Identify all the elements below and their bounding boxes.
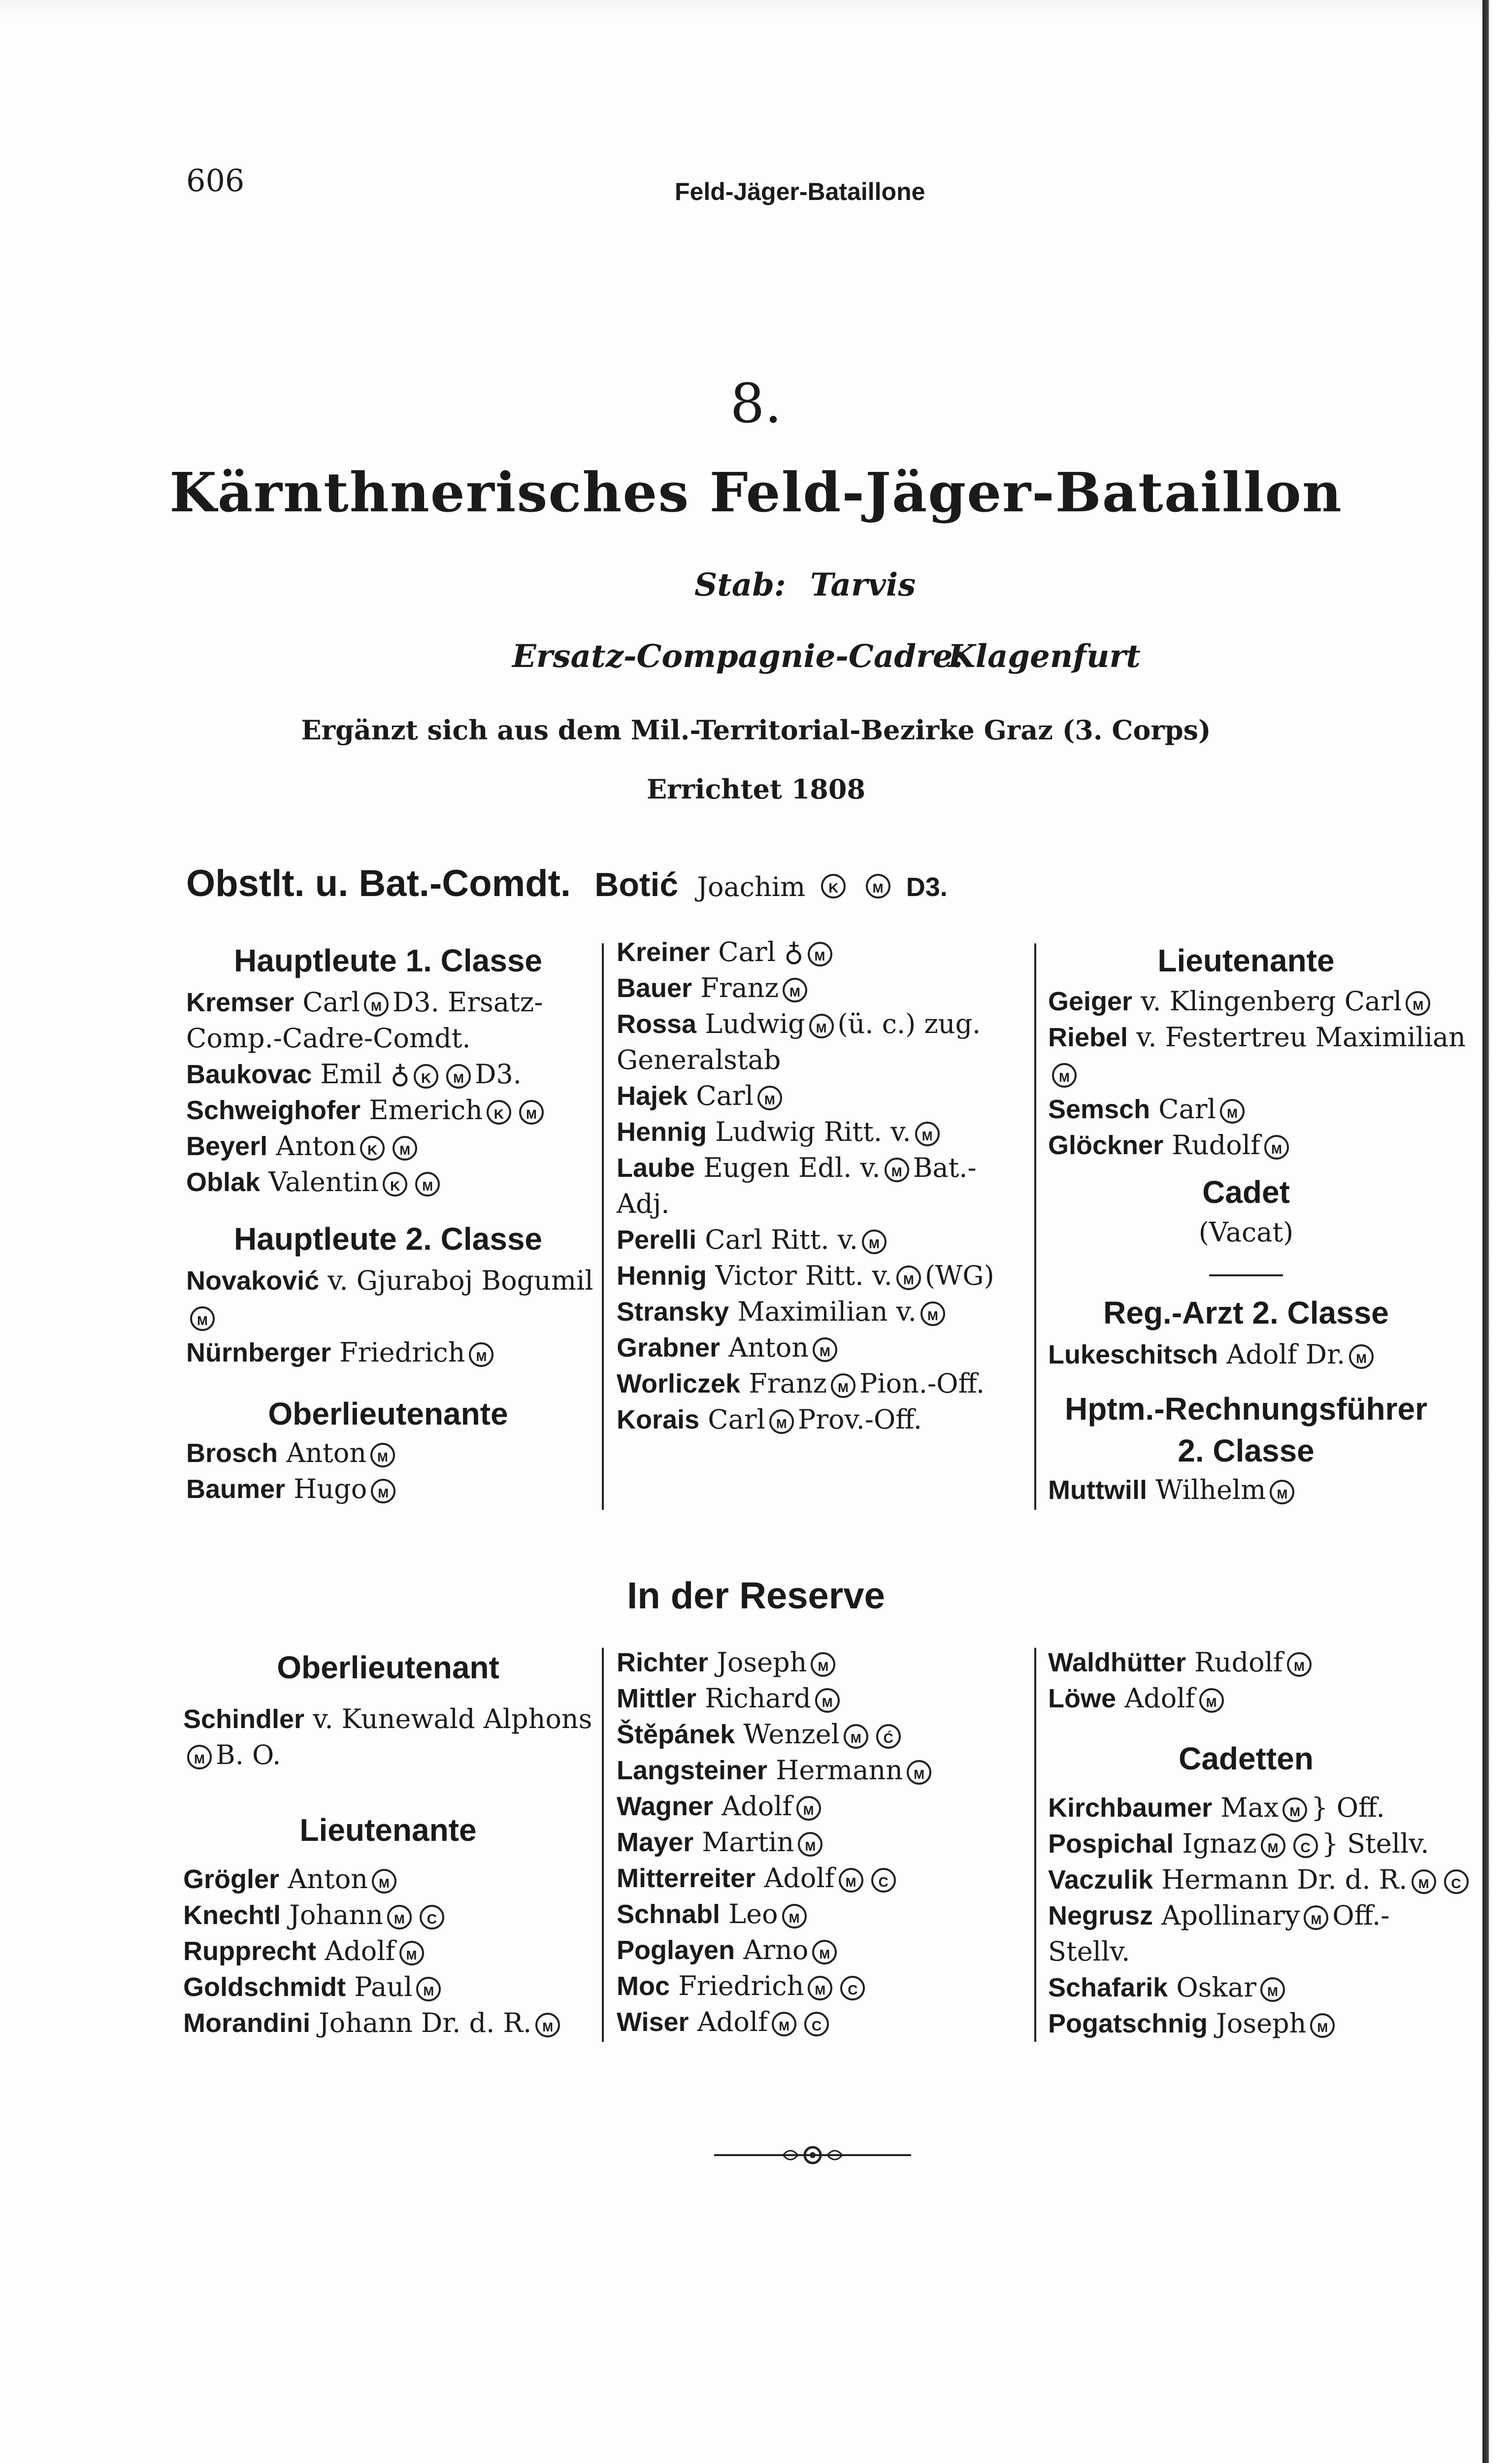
officer-surname: Brosch (186, 1438, 278, 1468)
list-item (186, 1093, 548, 1128)
list-item (617, 1825, 826, 1860)
officer-surname: Lukeschitsch (1048, 1340, 1218, 1369)
officer-given-name: Carl (708, 1404, 765, 1435)
commander-surname: Botić (594, 866, 679, 903)
commander-line (186, 860, 948, 911)
vacat-note: (Vacat) (1198, 1217, 1294, 1248)
order-mark-m-icon: M (782, 1904, 807, 1929)
officer-given-name: Wilhelm (1155, 1474, 1266, 1505)
officer-given-name: Ludwig (705, 1008, 805, 1039)
order-mark-m-icon: M (907, 1760, 931, 1785)
officer-given-name: Adolf (722, 1791, 792, 1822)
list-item (617, 1645, 839, 1680)
order-mark-m-icon: M (469, 1342, 493, 1367)
officer-surname: Schindler (183, 1704, 305, 1734)
officer-given-name: Ludwig Ritt. v. (715, 1116, 911, 1147)
officer-given-name: Max (1220, 1792, 1279, 1823)
officer-given-name: Anton (728, 1332, 809, 1363)
order-mark-c-icon: C (1293, 1833, 1318, 1858)
order-mark-m-icon: M (783, 978, 807, 1002)
officer-surname: Hennig (617, 1261, 707, 1291)
order-mark-m-icon: M (1220, 1099, 1245, 1124)
officer-surname: Pogatschnig (1048, 2009, 1208, 2038)
order-mark-k-icon: K (360, 1136, 385, 1161)
order-mark-m-icon: M (1349, 1344, 1374, 1369)
section-heading: Reg.-Arzt 2. Classe (1103, 1295, 1389, 1331)
list-item (1048, 1970, 1289, 2005)
officer-surname: Wiser (617, 2007, 689, 2037)
officer-given-name: Friedrich (339, 1337, 465, 1368)
order-mark-m-icon: M (896, 1265, 921, 1290)
order-mark-m-icon: M (813, 1337, 837, 1362)
order-mark-m-icon: M (416, 1977, 441, 2001)
officer-surname: Schafarik (1048, 1973, 1168, 2002)
list-item (186, 985, 543, 1020)
officer-given-name: v. Kunewald Alphons (313, 1703, 592, 1734)
order-mark-m-icon: M (371, 1479, 395, 1503)
list-item (617, 1933, 841, 1967)
list-item (617, 1079, 786, 1113)
officer-surname: Moc (617, 1971, 670, 2001)
list-item (1048, 1056, 1081, 1091)
officer-given-name: Rudolf (1194, 1647, 1283, 1678)
officer-surname: Baumer (186, 1474, 286, 1504)
ornament-divider-icon (709, 2140, 916, 2170)
officer-surname: Riebel (1048, 1023, 1128, 1052)
order-mark-c-icon: C (871, 1868, 896, 1893)
officer-surname: Morandini (183, 2008, 310, 2038)
list-item (1048, 984, 1434, 1019)
officer-surname: Oblak (186, 1167, 261, 1197)
section-heading: Lieutenante (299, 1812, 477, 1848)
list-item (1048, 1020, 1466, 1055)
reserve-heading: In der Reserve (627, 1575, 885, 1617)
recruitment-line: Ergänzt sich aus dem Mil.-Territorial-Bezirke Graz (3. Corps) (301, 714, 1211, 746)
officer-given-name: Franz (749, 1368, 827, 1399)
officer-given-name: Anton (276, 1131, 357, 1162)
officer-given-name: Adolf (325, 1935, 395, 1966)
officer-remark: Bat.- (913, 1152, 977, 1183)
column-divider (1034, 1648, 1036, 2042)
order-mark-m-icon: M (757, 1086, 782, 1110)
order-mark-m-icon: M (393, 1136, 417, 1161)
list-item (617, 1259, 994, 1293)
officer-given-name: Eugen Edl. v. (703, 1152, 881, 1183)
list-item (617, 1789, 825, 1824)
order-mark-k-icon: K (821, 874, 846, 899)
list-item (1048, 1934, 1130, 1969)
officer-given-name: Oskar (1176, 1972, 1257, 2003)
list-item (617, 1043, 781, 1077)
officer-surname: Kirchbaumer (1048, 1793, 1213, 1823)
officer-surname: Löwe (1048, 1684, 1117, 1713)
officer-remark: (WG) (924, 1260, 994, 1291)
officer-given-name: Martin (702, 1827, 794, 1858)
list-item (186, 1299, 219, 1334)
officer-given-name: Johann (289, 1899, 383, 1930)
order-mark-m-icon: M (372, 1869, 396, 1894)
page-right-edge (1482, 0, 1512, 2463)
list-item (1048, 1863, 1473, 1897)
officer-given-name: Hermann Dr. d. R. (1161, 1864, 1408, 1895)
officer-remark: D3. Ersatz- (392, 987, 543, 1018)
officer-surname: Schweighofer (186, 1096, 361, 1125)
officer-given-name: Adolf (697, 2006, 768, 2037)
officer-remark: } Stellv. (1321, 1828, 1429, 1859)
list-item (617, 935, 836, 969)
list-item (183, 1898, 448, 1932)
officer-given-name: Johann Dr. d. R. (319, 2007, 532, 2038)
list-item (617, 1115, 944, 1149)
officer-given-name: v. Gjuraboj Bogumil (328, 1265, 593, 1296)
officer-surname: Rossa (617, 1009, 697, 1039)
officer-surname: Muttwill (1048, 1475, 1147, 1505)
officer-surname: Rupprecht (183, 1936, 316, 1966)
officer-given-name: Paul (354, 1971, 413, 2002)
list-item (186, 1264, 593, 1298)
order-mark-m-icon: M (370, 1443, 395, 1467)
officer-surname: Hajek (617, 1081, 688, 1111)
order-mark-m-icon: M (839, 1868, 863, 1893)
list-item (617, 1331, 841, 1365)
order-mark-m-icon: M (844, 1724, 868, 1749)
order-mark-m-icon: M (831, 1373, 855, 1398)
ersatz-label: Ersatz-Compagnie-Cadre: (512, 638, 965, 675)
order-mark-m-icon: M (915, 1122, 940, 1146)
section-heading: Hptm.-Rechnungsführer (1065, 1391, 1427, 1427)
order-mark-m-icon: M (1052, 1063, 1077, 1088)
order-mark-m-icon: M (415, 1172, 440, 1197)
list-item (183, 1738, 281, 1772)
list-item (617, 1295, 949, 1329)
officer-remark: D3. (475, 1059, 522, 1090)
section-heading: Hauptleute 1. Classe (234, 943, 542, 978)
officer-given-name: Carl ♁ (718, 936, 804, 967)
officer-surname: Kreiner (617, 937, 710, 967)
list-item (617, 1007, 981, 1041)
list-item (1048, 1645, 1315, 1680)
officer-given-name: Generalstab (617, 1044, 781, 1075)
list-item (186, 1057, 522, 1092)
order-mark-m-icon: M (1304, 1905, 1328, 1930)
officer-given-name: v. Klingenberg Carl (1141, 986, 1402, 1017)
order-mark-m-icon: M (808, 1976, 832, 2000)
stab-place: Tarvis (810, 566, 916, 603)
order-mark-m-icon: M (1412, 1869, 1436, 1894)
list-item (183, 1970, 445, 2004)
list-item (1048, 2006, 1339, 2041)
officer-given-name: Arno (743, 1934, 809, 1965)
section-heading: Cadetten (1179, 1741, 1314, 1776)
officer-given-name: Anton (286, 1437, 366, 1468)
list-item (617, 1717, 905, 1752)
officer-surname: Waldhütter (1048, 1648, 1186, 1677)
officer-surname: Štěpánek (617, 1720, 735, 1749)
list-item (186, 1335, 497, 1370)
page-number: 606 (186, 163, 245, 199)
officer-surname: Negrusz (1048, 1901, 1153, 1930)
list-item (186, 1165, 444, 1199)
order-mark-m-icon: M (885, 1158, 909, 1182)
list-item (617, 1897, 811, 1931)
officer-given-name: Comp.-Cadre-Comdt. (186, 1023, 471, 1054)
officer-surname: Beyerl (186, 1132, 268, 1161)
officer-surname: Kremser (186, 988, 295, 1017)
order-mark-m-icon: M (399, 1941, 424, 1965)
list-item (1048, 1337, 1378, 1372)
list-item (183, 1934, 428, 1968)
order-mark-m-icon: M (187, 1745, 212, 1769)
officer-surname: Mittler (617, 1684, 696, 1713)
order-mark-m-icon: M (815, 1688, 840, 1713)
officer-given-name: Franz (700, 972, 779, 1003)
order-mark-m-icon: M (769, 1409, 794, 1434)
officer-surname: Korais (617, 1405, 700, 1434)
officer-given-name: Anton (288, 1864, 368, 1895)
section-heading: Hauptleute 2. Classe (234, 1221, 542, 1257)
officer-surname: Perelli (617, 1225, 697, 1255)
battalion-number: 8. (730, 372, 782, 435)
order-mark-m-icon: M (364, 992, 389, 1017)
officer-given-name: Adolf (1124, 1683, 1195, 1714)
order-mark-m-icon: M (535, 2013, 560, 2037)
column-divider (1034, 943, 1036, 1510)
section-heading: Oberlieutenante (268, 1396, 508, 1431)
officer-surname: Mitterreiter (617, 1864, 756, 1893)
officer-given-name: Victor Ritt. v. (715, 1260, 892, 1291)
section-heading: Oberlieutenant (277, 1650, 499, 1685)
list-item (1048, 1827, 1429, 1861)
ersatz-place: Klagenfurt (948, 638, 1141, 675)
commander-suffix: D3. (906, 872, 948, 902)
list-item (617, 971, 811, 1005)
order-mark-m-icon: M (387, 1905, 412, 1930)
officer-remark: Prov.-Off. (797, 1404, 922, 1435)
order-mark-m-icon: M (1264, 1135, 1289, 1160)
officer-given-name: v. Festertreu Maximilian (1136, 1022, 1466, 1053)
officer-given-name: Friedrich (678, 1970, 804, 2001)
officer-given-name: Carl (696, 1080, 754, 1111)
order-mark-c-icon: C (420, 1905, 444, 1930)
officer-surname: Vaczulik (1048, 1865, 1153, 1895)
list-item (1048, 1898, 1390, 1933)
page-title: Kärnthnerisches Feld-Jäger-Bataillon (169, 461, 1343, 524)
commander-rank: Obstlt. u. Bat.-Comdt. (186, 863, 571, 904)
officer-surname: Laube (617, 1153, 695, 1183)
list-item (617, 2005, 833, 2039)
officer-surname: Hennig (617, 1117, 707, 1147)
officer-given-name: Hermann (776, 1755, 903, 1786)
officer-surname: Richter (617, 1648, 709, 1677)
officer-given-name: Wenzel (743, 1719, 840, 1750)
order-mark-k-icon: K (487, 1100, 511, 1125)
list-item (183, 1702, 592, 1736)
officer-given-name: Leo (728, 1898, 778, 1930)
officer-surname: Langsteiner (617, 1756, 768, 1785)
order-mark-m-icon: M (1310, 2013, 1335, 2038)
order-mark-m-icon: M (811, 1652, 835, 1677)
officer-surname: Baukovac (186, 1060, 312, 1089)
officer-remark: B. O. (216, 1739, 281, 1770)
list-item (617, 1366, 985, 1401)
order-mark-m-icon: M (1287, 1652, 1312, 1677)
officer-given-name: Adolf Dr. (1226, 1339, 1346, 1370)
list-item (186, 1472, 399, 1506)
divider-line (1209, 1274, 1283, 1276)
order-mark-m-icon: M (772, 2012, 796, 2036)
order-mark-m-icon: M (808, 942, 832, 966)
section-heading: Cadet (1202, 1174, 1290, 1210)
list-item (1048, 1473, 1298, 1507)
officer-given-name: Stellv. (1048, 1936, 1130, 1967)
officer-surname: Grögler (183, 1864, 280, 1894)
order-mark-c-icon: C (840, 1976, 865, 2000)
stab-label: Stab: (694, 566, 786, 603)
officer-surname: Glöckner (1048, 1131, 1164, 1160)
list-item (617, 1187, 669, 1221)
order-mark-m-icon: M (190, 1306, 215, 1331)
list-item (617, 1861, 900, 1896)
officer-given-name: Adj. (617, 1188, 670, 1219)
order-mark-m-icon: M (1282, 1797, 1307, 1822)
order-mark-m-icon: M (1260, 1977, 1285, 2002)
list-item (617, 1151, 977, 1185)
officer-surname: Mayer (617, 1828, 694, 1857)
officer-given-name: Emerich (369, 1095, 483, 1126)
order-mark-m-icon: M (1199, 1688, 1224, 1713)
officer-given-name: Joseph (717, 1647, 807, 1678)
officer-remark: } Off. (1311, 1792, 1385, 1823)
running-title: Feld-Jäger-Bataillone (675, 178, 925, 205)
officer-given-name: Apollinary (1161, 1900, 1300, 1931)
order-mark-c-icon: C (1444, 1869, 1469, 1894)
order-mark-k-icon: K (383, 1172, 407, 1197)
officer-remark: (ü. c.) zug. (837, 1008, 981, 1039)
order-mark-m-icon: M (796, 1796, 821, 1821)
list-item (186, 1129, 421, 1164)
order-mark-m-icon: M (446, 1064, 471, 1089)
column-divider (602, 1648, 604, 2042)
officer-surname: Stransky (617, 1297, 729, 1327)
officer-surname: Worliczek (617, 1369, 741, 1398)
list-item (1048, 1128, 1293, 1163)
officer-given-name: Richard (705, 1683, 811, 1714)
officer-surname: Semsch (1048, 1095, 1150, 1124)
list-item (183, 1862, 400, 1897)
order-mark-m-icon: M (1406, 991, 1430, 1016)
order-mark-m-icon: M (798, 1832, 822, 1857)
officer-given-name: Ignaz (1182, 1828, 1257, 1859)
list-item (617, 1402, 922, 1437)
commander-given-name: Joachim (697, 871, 806, 902)
order-mark-m-icon: M (812, 1940, 837, 1964)
officer-surname: Knechtl (183, 1900, 281, 1930)
section-heading: Lieutenante (1157, 943, 1335, 978)
list-item (1048, 1791, 1385, 1825)
officer-surname: Bauer (617, 973, 692, 1003)
established-line: Errichtet 1808 (646, 773, 866, 805)
order-mark-c-icon: C (804, 2012, 829, 2036)
order-mark-c-icon: Ć (876, 1724, 901, 1749)
list-item (186, 1436, 399, 1470)
officer-given-name: Carl (1158, 1094, 1216, 1125)
page-top-edge (0, 0, 1512, 20)
officer-remark: Pion.-Off. (859, 1368, 985, 1399)
officer-given-name: Carl Ritt. v. (705, 1224, 858, 1255)
officer-surname: Grabner (617, 1333, 721, 1363)
officer-given-name: Emil ♁ (320, 1059, 410, 1090)
officer-given-name: Maximilian v. (737, 1296, 917, 1327)
officer-surname: Goldschmidt (183, 1972, 346, 2002)
order-mark-m-icon: M (862, 1230, 887, 1254)
order-mark-m-icon: M (1261, 1833, 1285, 1858)
officer-given-name: Valentin (268, 1166, 379, 1198)
order-mark-m-icon: M (866, 874, 890, 899)
officer-surname: Wagner (617, 1792, 714, 1821)
order-mark-m-icon: M (920, 1301, 945, 1326)
officer-given-name: Rudolf (1172, 1130, 1261, 1161)
list-item (186, 1021, 471, 1056)
list-item (1048, 1092, 1249, 1127)
list-item (183, 2006, 564, 2040)
list-item (617, 1753, 935, 1788)
officer-given-name: Adolf (764, 1863, 835, 1894)
officer-surname: Schnabl (617, 1899, 721, 1929)
officer-given-name: Carl (302, 987, 360, 1018)
list-item (1048, 1681, 1228, 1716)
list-item (617, 1681, 844, 1716)
officer-surname: Pospichal (1048, 1829, 1174, 1859)
officer-surname: Nürnberger (186, 1338, 331, 1367)
order-mark-m-icon: M (1270, 1480, 1294, 1504)
officer-surname: Poglayen (617, 1935, 735, 1965)
order-mark-m-icon: M (519, 1100, 544, 1125)
section-heading: 2. Classe (1178, 1433, 1315, 1468)
list-item (617, 1969, 869, 2003)
order-mark-m-icon: M (809, 1014, 834, 1038)
order-mark-k-icon: K (414, 1064, 438, 1089)
officer-surname: Novaković (186, 1266, 320, 1296)
officer-given-name: Hugo (294, 1473, 367, 1504)
officer-remark: Off.- (1332, 1900, 1390, 1931)
officer-given-name: Joseph (1216, 2008, 1307, 2039)
officer-surname: Geiger (1048, 987, 1133, 1016)
list-item (617, 1223, 890, 1257)
column-divider (602, 943, 604, 1510)
